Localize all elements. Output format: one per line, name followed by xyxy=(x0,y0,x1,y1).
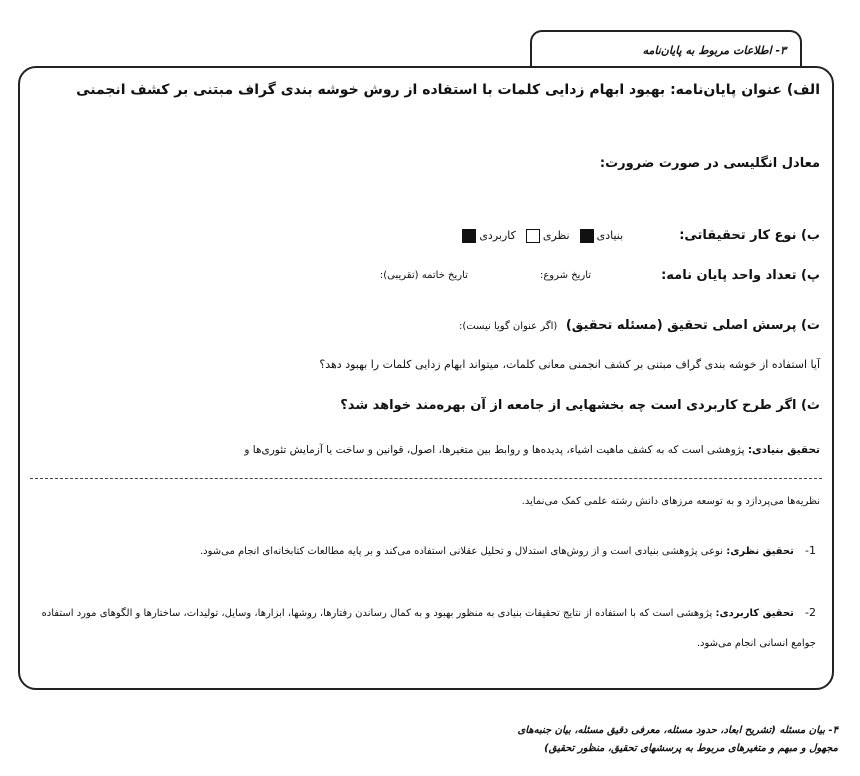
section-4-line-1: ۴- بیان مسئله (تشریح ابعاد، حدود مسئله، معرفی دقیق مسئله، بیان جنبه‌های xyxy=(517,725,838,736)
list-item xyxy=(40,536,816,567)
thesis-title: الف) عنوان پایان‌نامه: بهبود ابهام زدایی کلمات با استفاده از روش خوشه بندی گراف مبتنی بر کشف انجمنی xyxy=(76,82,820,98)
option-theoretical-checkbox[interactable] xyxy=(526,229,540,243)
list-item xyxy=(40,598,816,659)
basic-research-text: پژوهشی است که به کشف ماهیت اشیاء، پدیده‌ها و روابط بین متغیرها، اصول، قوانین و ساخت یا آزمایش تئوری‌ها و xyxy=(244,444,745,456)
option-theoretical[interactable] xyxy=(526,229,570,243)
option-theoretical-label: نظری xyxy=(542,229,570,242)
option-applied[interactable] xyxy=(462,229,516,243)
units-label: پ) تعداد واحد پایان نامه: xyxy=(661,268,820,283)
option-applied-label: کاربردی xyxy=(479,229,516,242)
main-question-text: آیا استفاده از خوشه بندی گراف مبتنی بر کشف انجمنی معانی کلمات، میتواند ابهام زدایی کلمات را بهبود دهد؟ xyxy=(319,358,820,371)
option-basic-checkbox[interactable] xyxy=(580,229,594,243)
english-equivalent-label: معادل انگلیسی در صورت ضرورت: xyxy=(599,156,820,171)
thesis-info-box xyxy=(18,66,834,690)
list-item-term: تحقیق کاربردی: xyxy=(715,608,794,619)
list-item-number: 1- xyxy=(805,544,816,557)
basic-research-term: تحقیق بنیادی: xyxy=(747,444,820,456)
section-3-heading: ۳- اطلاعات مربوط به پایان‌نامه xyxy=(642,44,786,57)
basic-research-definition xyxy=(32,444,820,456)
units-row xyxy=(32,268,820,283)
main-question-note: (اگر عنوان گویا نیست): xyxy=(458,321,558,332)
start-date-label: تاریخ شروع: xyxy=(539,270,592,281)
option-basic-label: بنیادی xyxy=(596,229,624,242)
research-type-row xyxy=(32,228,820,243)
list-item-text: پژوهشی است که با استفاده از نتایج تحقیقات بنیادی به منظور بهبود و به کمال رساندن رفتارها، روشها، ابزارها، وسایل، تولیدات، ساختارها و الگوهای مورد استفاده جوامع انسانی انجام می‌شود. xyxy=(41,608,816,649)
main-question-label: ت) پرسش اصلی تحقیق (مسئله تحقیق) xyxy=(565,318,820,333)
section-4-heading xyxy=(298,722,838,758)
end-date-label: تاریخ خاتمه (تقریبی): xyxy=(379,270,468,281)
list-item-number: 2- xyxy=(805,606,816,619)
dashed-divider xyxy=(30,478,822,479)
option-applied-checkbox[interactable] xyxy=(462,229,476,243)
beneficiaries-label: ث) اگر طرح کاربردی است چه بخشهایی از جامعه از آن بهره‌مند خواهد شد؟ xyxy=(340,398,820,413)
section-4-line-2: مجهول و مبهم و متغیرهای مربوط به پرسشهای تحقیق، منظور تحقیق) xyxy=(544,743,838,754)
main-question-heading xyxy=(32,318,820,333)
basic-research-continued: نظریه‌ها می‌پردازد و به توسعه مرزهای دانش رشته علمی کمک می‌نماید. xyxy=(521,496,820,507)
list-item-term: تحقیق نظری: xyxy=(726,546,794,557)
list-item-text: نوعی پژوهشی بنیادی است و از روش‌های استدلال و تحلیل عقلانی استفاده می‌کند و بر پایه مطالعات کتابخانه‌ای انجام می‌شود. xyxy=(199,546,724,557)
option-basic[interactable] xyxy=(580,229,624,243)
research-type-label: ب) نوع کار تحقیقاتی: xyxy=(679,228,820,243)
